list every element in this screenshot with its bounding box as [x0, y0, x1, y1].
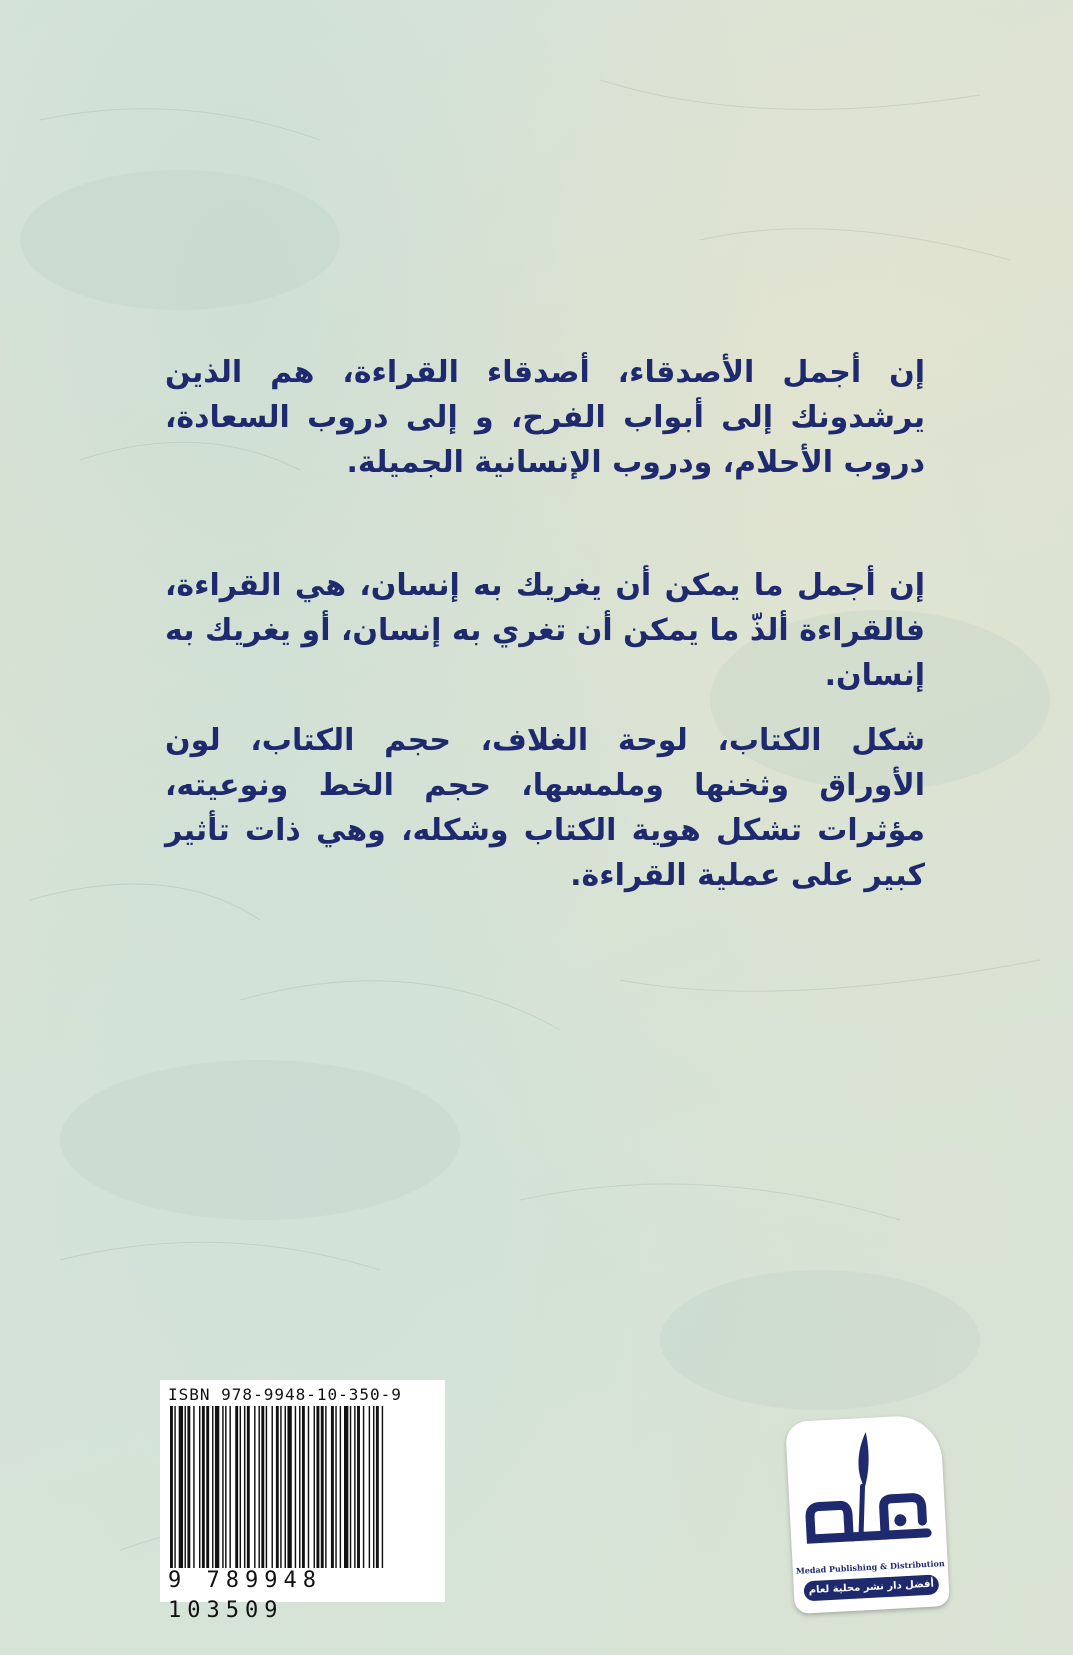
barcode-bar — [285, 1406, 286, 1568]
barcode-bar — [302, 1406, 305, 1568]
barcode-bar — [261, 1406, 264, 1568]
publisher-badge — [785, 1414, 950, 1614]
barcode-bar — [185, 1406, 186, 1568]
paragraph-text: إن أجمل ما يمكن أن يغريك به إنسان، هي القراءة، فالقراءة ألذّ ما يمكن أن تغري به إنسان، أو يغريك به إنسان. — [165, 568, 925, 693]
barcode-bar — [193, 1406, 194, 1568]
barcode-bar — [295, 1406, 296, 1568]
barcode-bar — [321, 1406, 324, 1568]
barcode-bars — [168, 1406, 437, 1568]
barcode-digits: 9 789948 103509 — [168, 1568, 322, 1623]
barcode-bar — [354, 1406, 355, 1568]
barcode-bar — [202, 1406, 205, 1568]
back-cover-paragraph — [165, 563, 925, 698]
barcode-bar — [350, 1406, 351, 1568]
barcode-bar — [174, 1406, 175, 1568]
paragraph-text: شكل الكتاب، لوحة الغلاف، حجم الكتاب، لون الأوراق وثخنها وملمسها، حجم الخط ونوعيته، مؤثرات تشكل هوية الكتاب وشكله، وهي ذات تأثير كبير على عملية القراءة. — [165, 723, 925, 893]
barcode-bar — [299, 1406, 300, 1568]
barcode-bar — [258, 1406, 259, 1568]
barcode-bar — [314, 1406, 315, 1568]
barcode-bar — [222, 1406, 223, 1568]
barcode-bar — [357, 1406, 360, 1568]
barcode-bar — [179, 1406, 183, 1568]
barcode-bar — [382, 1406, 383, 1568]
barcode-bar — [225, 1406, 226, 1568]
isbn-label: ISBN 978-9948-10-350-9 — [168, 1385, 402, 1404]
barcode-bar — [373, 1406, 374, 1568]
isbn-barcode — [160, 1380, 445, 1623]
barcode-bar — [335, 1406, 336, 1568]
barcode-bar — [344, 1406, 348, 1568]
barcode-bar — [287, 1406, 291, 1568]
back-cover-paragraph — [165, 350, 925, 485]
barcode-bar — [254, 1406, 255, 1568]
barcode-bar — [240, 1406, 241, 1568]
barcode-bar — [340, 1406, 341, 1568]
barcode-bar — [280, 1406, 281, 1568]
award-ribbon: أفضل دار نشر محلية لعام 2016 — [803, 1574, 939, 1601]
barcode-bar — [215, 1406, 219, 1568]
back-cover-paragraph — [165, 718, 925, 898]
barcode-bar — [272, 1406, 273, 1568]
paragraph-text: إن أجمل الأصدقاء، أصدقاء القراءة، هم الذين يرشدونك إلى أبواب الفرح، و إلى دروب السعادة، دروب الأحلام، ودروب الإنسانية الجميلة. — [165, 355, 925, 480]
barcode-bar — [316, 1406, 319, 1568]
barcode-bar — [229, 1406, 230, 1568]
barcode-bar — [276, 1406, 279, 1568]
barcode-bar — [170, 1406, 173, 1568]
barcode-bar — [206, 1406, 209, 1568]
barcode-bar — [199, 1406, 200, 1568]
barcode-bar — [369, 1406, 370, 1568]
barcode-bar — [235, 1406, 238, 1568]
barcode-bar — [244, 1406, 245, 1568]
barcode-bar — [187, 1406, 190, 1568]
quill-pen-logo-icon — [795, 1423, 937, 1560]
barcode-bar — [308, 1406, 309, 1568]
barcode-bar — [331, 1406, 334, 1568]
barcode-bar — [363, 1406, 364, 1568]
barcode-bar — [376, 1406, 379, 1568]
publisher-name: Medad Publishing & Distribution — [795, 1558, 945, 1576]
barcode-bar — [325, 1406, 326, 1568]
barcode-bar — [212, 1406, 213, 1568]
barcode-bar — [266, 1406, 267, 1568]
barcode-bar — [247, 1406, 250, 1568]
